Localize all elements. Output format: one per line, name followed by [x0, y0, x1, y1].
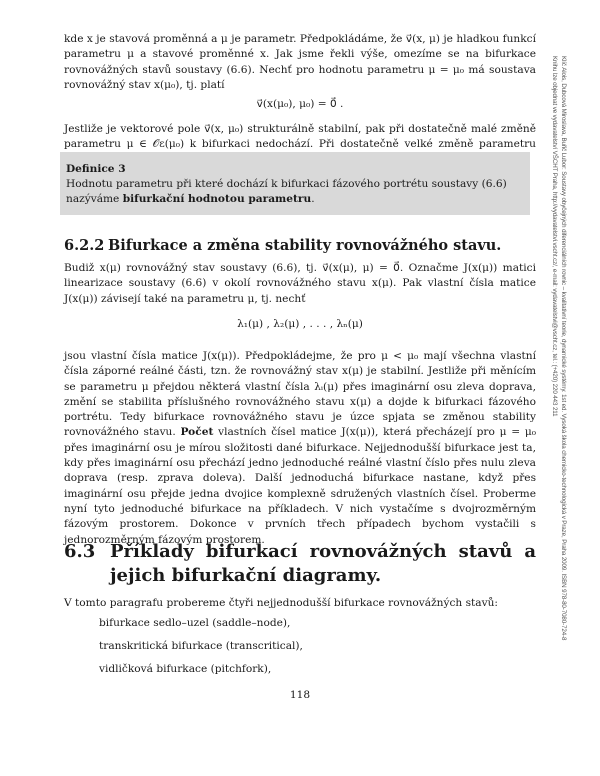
section-heading-6-2-2	[64, 237, 501, 254]
section-title: Příklady bifurkací rovnovážných stavů a jejich bifurkační diagramy.	[110, 541, 536, 586]
paragraph-list-intro: V tomto paragrafu probereme čtyři nejjednodušší bifurkace rovnovážných stavů:	[64, 597, 498, 609]
paragraph-eigenvalues	[64, 349, 536, 548]
definition-term: bifurkační hodnotou parametru	[122, 193, 312, 205]
side-notes	[548, 56, 574, 766]
section-heading-6-3	[64, 540, 536, 588]
equation-equilibrium: v⃗(x(μ₀), μ₀) = 0⃗ .	[256, 98, 344, 110]
paragraph-eigenvalues-bold: Počet	[180, 426, 214, 439]
paragraph-structural-stability: Jestliže je vektorové pole v⃗(x, μ₀) strukturálně stabilní, pak při dostatečně malé změně parametru μ ∈ 𝒪ε(μ₀) k bifurkaci nedochází. Při dostatečně velké změně parametru	[64, 123, 536, 151]
side-note-order-info: Knihu lze objednat ve vydavatelství VŠCHT Praha, http://vydavatelstvi.vscht.cz/, e-mail: vydavatelstvi@vscht.cz, tel.: (+420) 220 443 211	[551, 56, 558, 417]
list-item-text: bifurkace sedlo–uzel (saddle–node),	[99, 617, 291, 629]
paragraph-jacobian: Budiž x(μ) rovnovážný stav soustavy (6.6), tj. v⃗(x(μ), μ) = 0⃗. Označme J(x(μ)) matici linearizace soustavy (6.6) v okolí rovnovážného stavu x(μ). Pak vlastní čísla matice J(x(μ)) závisejí také na parametru μ, tj. nechť	[64, 262, 536, 305]
definition-end: .	[311, 193, 315, 205]
section-number: 6.2.2	[64, 237, 105, 254]
section-number: 6.3	[64, 541, 96, 562]
definition-box	[60, 152, 530, 215]
definition-text-main: Hodnotu parametru při které dochází k bifurkaci fázového portrétu soustavy (6.6) nazýváme	[66, 178, 507, 205]
definition-text	[66, 177, 530, 207]
equation-eigenvalues: λ₁(μ) , λ₂(μ) , . . . , λₙ(μ)	[237, 318, 363, 330]
side-note-citation: Klíč Alois, Dubcová Miroslava, Buřič Lubor: Soustavy obyčejných diferenciálních rovnic – kvalitativní teorie, dynamické systémy. 1st ed. Vysoká škola chemicko-technologická v Praze, Praha 2009. ISBN 978-80-7080-724-8	[560, 56, 567, 641]
definition-title: Definice 3	[66, 163, 126, 175]
section-title: Bifurkace a změna stability rovnovážného stavu.	[108, 237, 502, 254]
paragraph-eigenvalues-a: jsou vlastní čísla matice J(x(μ)). Předpokládejme, že pro μ < μ₀ mají všechna vlastní čísla záporné reálné části, tzn. že rovnovážný stav x(μ) je stabilní. Jestliže při měnícím se parametru μ přejdou některá vlastní čísla λᵢ(μ) přes imaginární osu zleva doprava, změní se stabilita příslušného rovnovážného stavu x(μ) a dojde k bifurkaci fázového portrétu. Tedy bifurkace rovnovážného stavu je úzce spjata se změnou stability rovnovážného stavu.	[64, 350, 536, 439]
paragraph-eigenvalues-b: vlastních čísel matice J(x(μ)), která přecházejí pro μ = μ₀ přes imaginární osu je mírou složitosti dané bifurkace. Nejjednodušší bifurkace jest ta, kdy přes imaginární osu přechází jedno jednoduché reálné vlastní číslo přes nulu zleva doprava (resp. zprava doleva). Další jednoduchá bifurkace nastane, když přes imaginární osu přejde jedna dvojice komplexně sdružených vlastních čísel. Proberme nyní tyto jednoduché bifurkace na příkladech. V nich vystačíme s dvojrozměrným fázovým prostorem. Dokonce v prvních třech případech bychom vystačili s jednorozměrným fázovým prostorem.	[64, 426, 536, 546]
list-item-text: vidličková bifurkace (pitchfork),	[99, 663, 272, 675]
page-number: 118	[289, 689, 311, 701]
list-item-text: transkritická bifurkace (transcritical),	[99, 640, 303, 652]
paragraph-intro: kde x je stavová proměnná a μ je parametr. Předpokládáme, že v⃗(x, μ) je hladkou funkcí parametru μ a stavové proměnné x. Jak jsme řekli výše, omezíme se na bifurkace rovnovážných stavů soustavy (6.6). Nechť pro hodnotu parametru μ = μ₀ má soustava rovnovážný stav x(μ₀), tj. platí	[64, 33, 536, 91]
